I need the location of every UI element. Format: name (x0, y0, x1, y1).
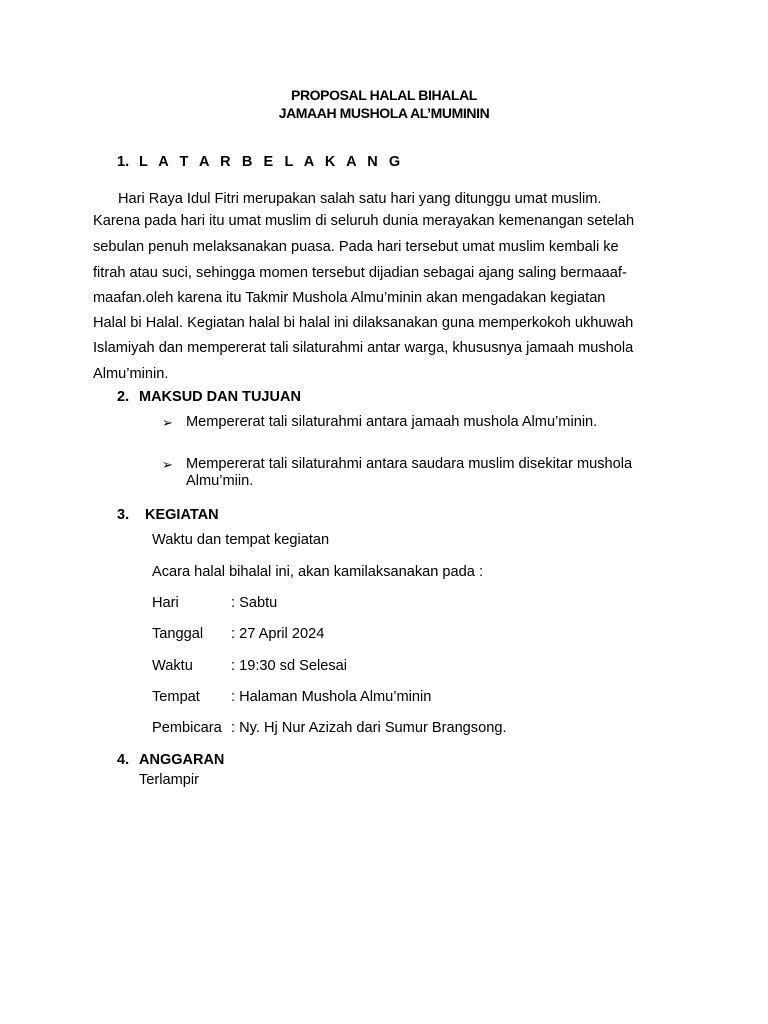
paragraph-line: Karena pada hari itu umat muslim di seluruh dunia merayakan kemenangan setelah (93, 213, 635, 229)
arrow-bullet-icon: ➢ (162, 457, 173, 472)
paragraph-line: Islamiyah dan mempererat tali silaturahmi antar warga, khususnya jamaah mushola (93, 340, 634, 356)
section1-heading: L A T A R B E L A K A N G (139, 154, 404, 170)
detail-label: Tempat (152, 689, 200, 705)
section2-heading: MAKSUD DAN TUJUAN (139, 389, 301, 405)
detail-value: : 19:30 sd Selesai (231, 658, 348, 674)
paragraph-line: Hari Raya Idul Fitri merupakan salah satu hari yang ditunggu umat muslim. (118, 191, 602, 207)
detail-value: : Ny. Hj Nur Azizah dari Sumur Brangsong. (231, 720, 507, 736)
section4-number: 4. (117, 752, 130, 768)
detail-value: : Sabtu (231, 595, 278, 611)
detail-label: Tanggal (152, 626, 204, 642)
document-title-line2: JAMAAH MUSHOLA AL’MUMININ (278, 105, 490, 121)
arrow-bullet-icon: ➢ (162, 415, 173, 430)
bullet-item-continuation: Almu’miin. (186, 473, 254, 489)
section3-number: 3. (117, 507, 130, 523)
document-title-line1: PROPOSAL HALAL BIHALAL (291, 87, 477, 103)
detail-label: Hari (152, 595, 179, 611)
detail-value: : Halaman Mushola Almu’minin (231, 689, 432, 705)
section3-heading: KEGIATAN (145, 507, 219, 523)
paragraph-line: fitrah atau suci, sehingga momen tersebut dijadian sebagai ajang saling bermaaaf- (93, 265, 627, 281)
bullet-item: Mempererat tali silaturahmi antara jamaah mushola Almu’minin. (186, 414, 598, 430)
anggaran-text: Terlampir (139, 772, 200, 788)
bullet-item: Mempererat tali silaturahmi antara saudara muslim disekitar mushola (186, 456, 633, 472)
kegiatan-intro: Waktu dan tempat kegiatan (152, 532, 330, 548)
detail-value: : 27 April 2024 (231, 626, 325, 642)
detail-label: Pembicara (152, 720, 222, 736)
section1-number: 1. (117, 154, 130, 170)
kegiatan-intro: Acara halal bihalal ini, akan kamilaksanakan pada : (152, 564, 483, 580)
section2-number: 2. (117, 389, 130, 405)
paragraph-line: maafan.oleh karena itu Takmir Mushola Almu’minin akan mengadakan kegiatan (93, 290, 606, 306)
paragraph-line: Halal bi Halal. Kegiatan halal bi halal ini dilaksanakan guna memperkokoh ukhuwah (93, 315, 634, 331)
paragraph-line: sebulan penuh melaksanakan puasa. Pada hari tersebut umat muslim kembali ke (93, 239, 619, 255)
section4-heading: ANGGARAN (139, 752, 225, 768)
paragraph-line: Almu’minin. (93, 366, 169, 382)
detail-label: Waktu (152, 658, 193, 674)
